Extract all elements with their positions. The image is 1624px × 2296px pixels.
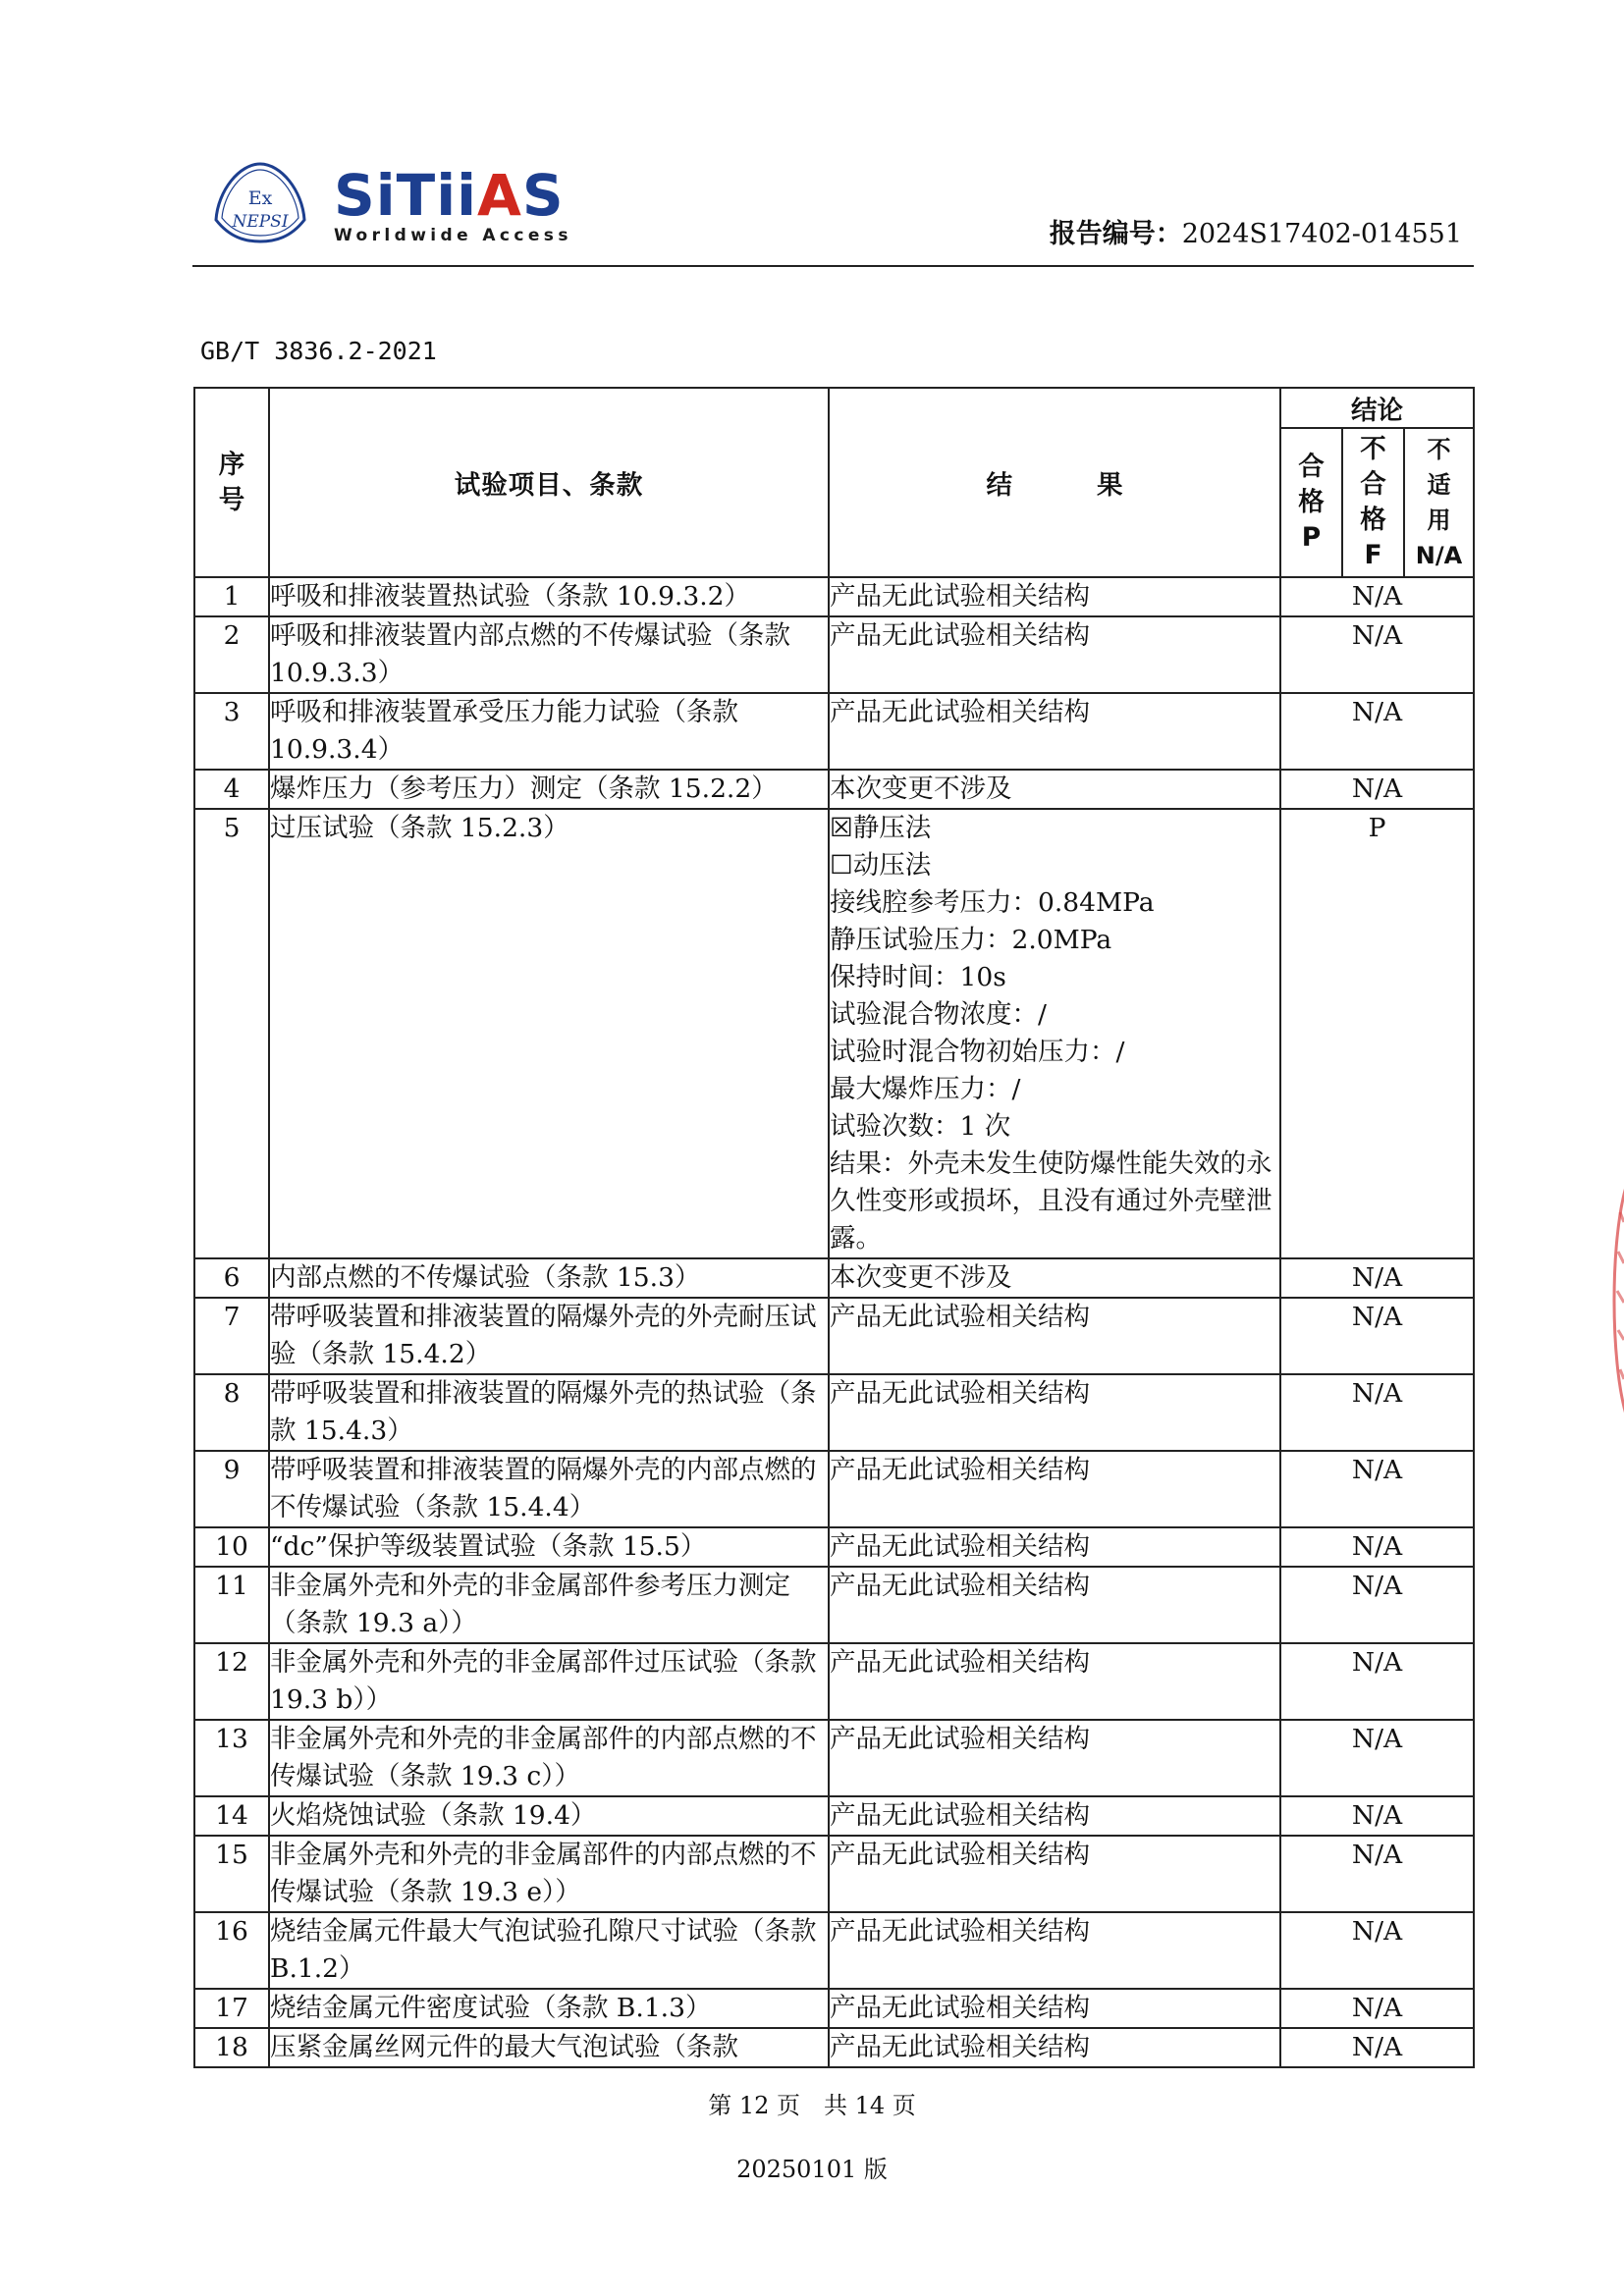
test-result: 产品无此试验相关结构: [829, 1527, 1280, 1567]
header-no: 序 号: [194, 388, 269, 577]
seal-stamp-edge: [1600, 1183, 1624, 1418]
row-number: 18: [194, 2028, 269, 2067]
verdict: N/A: [1280, 1720, 1474, 1796]
test-result: 产品无此试验相关结构: [829, 1298, 1280, 1374]
table-row: [194, 1720, 1474, 1796]
header-result: 结 果: [829, 388, 1280, 577]
test-item: 带呼吸装置和排液装置的隔爆外壳的热试验（条款 15.4.3）: [269, 1374, 829, 1451]
table-row: [194, 1836, 1474, 1912]
result-line: 接线腔参考压力：0.84MPa: [830, 887, 1155, 918]
test-item: 烧结金属元件最大气泡试验孔隙尺寸试验（条款 B.1.2）: [269, 1912, 829, 1989]
table-row: [194, 2028, 1474, 2067]
test-item: 带呼吸装置和排液装置的隔爆外壳的内部点燃的不传爆试验（条款 15.4.4）: [269, 1451, 829, 1527]
row-number: 14: [194, 1796, 269, 1836]
header-pass: 合 格 P: [1280, 428, 1342, 577]
result-line: 静压试验压力：2.0MPa: [830, 925, 1112, 955]
test-result: 产品无此试验相关结构: [829, 1374, 1280, 1451]
header-na: 不 适 用 N/A: [1404, 428, 1474, 577]
page-header: [192, 157, 1474, 267]
row-number: 3: [194, 693, 269, 770]
table-row: [194, 1298, 1474, 1374]
row-number: 13: [194, 1720, 269, 1796]
verdict: N/A: [1280, 1258, 1474, 1298]
verdict: N/A: [1280, 2028, 1474, 2067]
verdict: N/A: [1280, 1643, 1474, 1720]
test-result: 产品无此试验相关结构: [829, 1836, 1280, 1912]
result-line: 保持时间：10s: [830, 962, 1006, 992]
test-result: 本次变更不涉及: [829, 1258, 1280, 1298]
table-row: [194, 1796, 1474, 1836]
verdict: N/A: [1280, 1912, 1474, 1989]
verdict: N/A: [1280, 1989, 1474, 2028]
test-result: 本次变更不涉及: [829, 770, 1280, 809]
result-line: 试验次数：1 次: [830, 1111, 1011, 1142]
test-item: 带呼吸装置和排液装置的隔爆外壳的外壳耐压试验（条款 15.4.2）: [269, 1298, 829, 1374]
test-result: 产品无此试验相关结构: [829, 1720, 1280, 1796]
result-line: 试验混合物浓度：/: [830, 999, 1047, 1030]
test-item: “dc”保护等级装置试验（条款 15.5）: [269, 1527, 829, 1567]
test-result: [829, 809, 1280, 1258]
verdict: N/A: [1280, 770, 1474, 809]
row-number: 8: [194, 1374, 269, 1451]
row-number: 5: [194, 809, 269, 1258]
row-number: 10: [194, 1527, 269, 1567]
test-item: 压紧金属丝网元件的最大气泡试验（条款: [269, 2028, 829, 2067]
row-number: 11: [194, 1567, 269, 1643]
row-number: 4: [194, 770, 269, 809]
table-row: [194, 1374, 1474, 1451]
test-result: 产品无此试验相关结构: [829, 1643, 1280, 1720]
row-number: 2: [194, 616, 269, 693]
verdict: N/A: [1280, 1527, 1474, 1567]
document-version: 20250101 版: [736, 2156, 888, 2183]
header-verdict: 结论: [1280, 388, 1474, 428]
test-item: 火焰烧蚀试验（条款 19.4）: [269, 1796, 829, 1836]
table-row: [194, 770, 1474, 809]
result-line: 结果：外壳未发生使防爆性能失效的永久性变形或损坏，且没有通过外壳壁泄露。: [830, 1148, 1272, 1254]
page-number: 第 12 页 共 14 页: [708, 2092, 916, 2119]
report-number: [1050, 212, 1462, 250]
row-number: 15: [194, 1836, 269, 1912]
verdict: N/A: [1280, 577, 1474, 616]
row-number: 17: [194, 1989, 269, 2028]
row-number: 1: [194, 577, 269, 616]
nepsi-seal-logo: [212, 161, 308, 245]
table-row: [194, 1258, 1474, 1298]
test-item: 非金属外壳和外壳的非金属部件的内部点燃的不传爆试验（条款 19.3 e））: [269, 1836, 829, 1912]
test-results-table: [193, 387, 1475, 2068]
header-divider: [192, 265, 1474, 267]
verdict: N/A: [1280, 1836, 1474, 1912]
test-result: 产品无此试验相关结构: [829, 1796, 1280, 1836]
result-line: ☐动压法: [830, 850, 932, 881]
test-result: 产品无此试验相关结构: [829, 1567, 1280, 1643]
test-item: 烧结金属元件密度试验（条款 B.1.3）: [269, 1989, 829, 2028]
table-row: [194, 1567, 1474, 1643]
table-row: [194, 1451, 1474, 1527]
test-item: 非金属外壳和外壳的非金属部件的内部点燃的不传爆试验（条款 19.3 c））: [269, 1720, 829, 1796]
verdict: N/A: [1280, 1567, 1474, 1643]
verdict: N/A: [1280, 1451, 1474, 1527]
test-result: 产品无此试验相关结构: [829, 693, 1280, 770]
test-result: 产品无此试验相关结构: [829, 1912, 1280, 1989]
table-row: [194, 809, 1474, 1258]
table-row: [194, 1527, 1474, 1567]
report-number-value: 2024S17402-014551: [1181, 219, 1462, 249]
verdict: N/A: [1280, 616, 1474, 693]
header-test-item: 试验项目、条款: [269, 388, 829, 577]
test-item: 爆炸压力（参考压力）测定（条款 15.2.2）: [269, 770, 829, 809]
table-row: [194, 1989, 1474, 2028]
test-item: 非金属外壳和外壳的非金属部件过压试验（条款 19.3 b））: [269, 1643, 829, 1720]
verdict: N/A: [1280, 1374, 1474, 1451]
test-result: 产品无此试验相关结构: [829, 2028, 1280, 2067]
table-row: [194, 616, 1474, 693]
verdict: N/A: [1280, 693, 1474, 770]
svg-text:NEPSI: NEPSI: [232, 212, 289, 232]
test-item: 内部点燃的不传爆试验（条款 15.3）: [269, 1258, 829, 1298]
brand-tagline: Worldwide Access: [334, 226, 572, 245]
verdict: N/A: [1280, 1796, 1474, 1836]
report-number-label: 报告编号：: [1049, 219, 1182, 249]
result-line: 试验时混合物初始压力：/: [830, 1037, 1125, 1067]
sitiias-logo: SiTiiAS Worldwide Access: [334, 162, 572, 245]
test-result: 产品无此试验相关结构: [829, 1989, 1280, 2028]
result-line: ☒静压法: [830, 813, 932, 843]
verdict: N/A: [1280, 1298, 1474, 1374]
table-row: [194, 693, 1474, 770]
test-item: 过压试验（条款 15.2.3）: [269, 809, 829, 1258]
test-result: 产品无此试验相关结构: [829, 577, 1280, 616]
row-number: 16: [194, 1912, 269, 1989]
header-fail: 不 合 格 F: [1342, 428, 1404, 577]
row-number: 6: [194, 1258, 269, 1298]
test-result: 产品无此试验相关结构: [829, 616, 1280, 693]
test-item: 呼吸和排液装置内部点燃的不传爆试验（条款 10.9.3.3）: [269, 616, 829, 693]
table-row: [194, 1912, 1474, 1989]
svg-text:Ex: Ex: [247, 187, 273, 209]
standard-code: GB/T 3836.2-2021: [200, 337, 437, 365]
test-item: 呼吸和排液装置热试验（条款 10.9.3.2）: [269, 577, 829, 616]
table-row: [194, 1643, 1474, 1720]
result-line: 最大爆炸压力：/: [830, 1074, 1021, 1104]
verdict: P: [1280, 809, 1474, 1258]
test-result: 产品无此试验相关结构: [829, 1451, 1280, 1527]
test-item: 非金属外壳和外壳的非金属部件参考压力测定（条款 19.3 a））: [269, 1567, 829, 1643]
table-row: [194, 577, 1474, 616]
test-item: 呼吸和排液装置承受压力能力试验（条款 10.9.3.4）: [269, 693, 829, 770]
row-number: 9: [194, 1451, 269, 1527]
row-number: 7: [194, 1298, 269, 1374]
row-number: 12: [194, 1643, 269, 1720]
table-header-row: [194, 388, 1474, 428]
